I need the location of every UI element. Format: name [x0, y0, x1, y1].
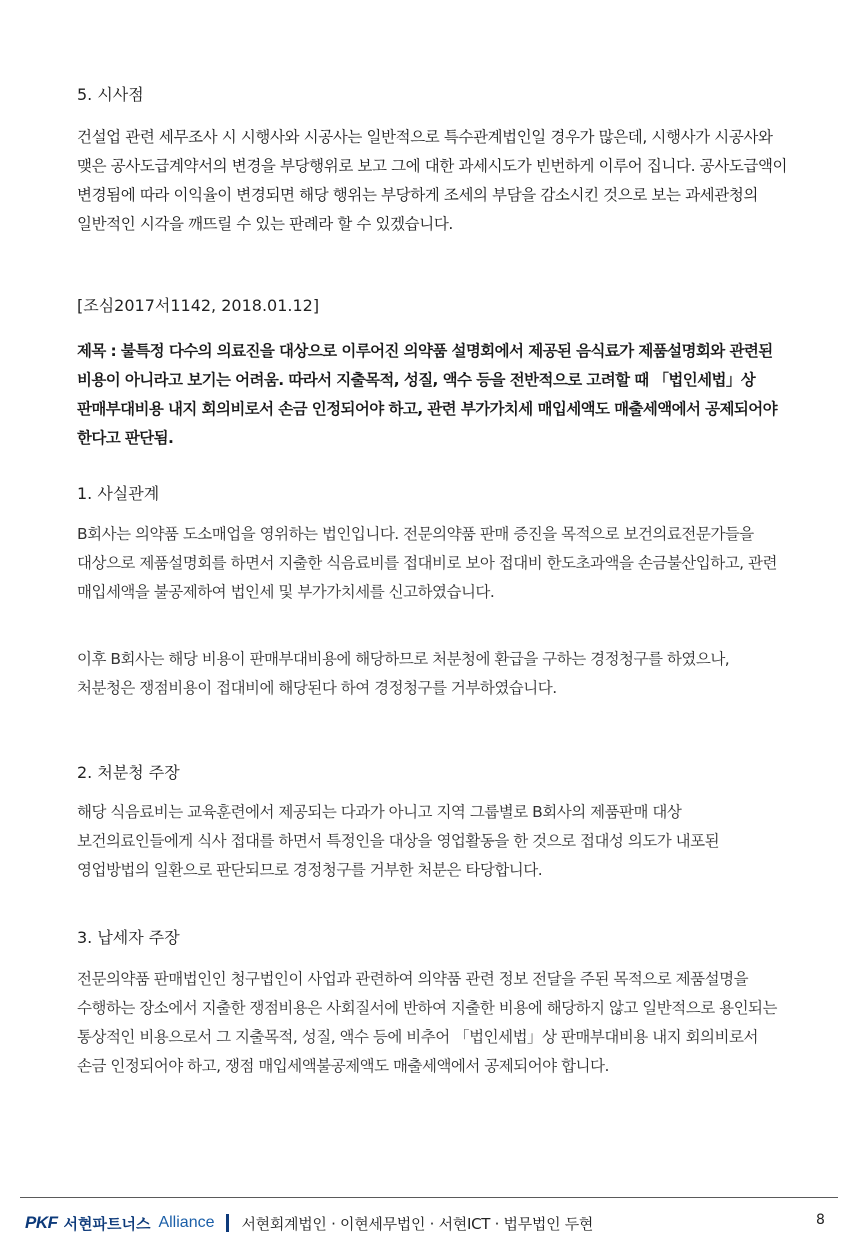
logo-alliance: Alliance [158, 1214, 215, 1231]
section5-paragraph: 건설업 관련 세무조사 시 시행사와 시공사는 일반적으로 특수관계법인일 경우가 많은데, 시행사가 시공사와 맺은 공사도급계약서의 변경을 부당행위로 보고 그에 대한 과세시도가 빈번하게 이루어 집니다. 공사도급액이 변경됨에 따라 이익율이 변경되면 해당 행위는 부당하게 조세의 부담을 감소시킨 것으로 보는 과세관청의 일반적인 시각을 깨뜨릴 수 있는 판례라 할 수 있겠습니다. [77, 128, 788, 233]
footer-separator [226, 1214, 229, 1232]
facts-paragraph-2: 이후 B회사는 해당 비용이 판매부대비용에 해당하므로 처분청에 환급을 구하는 경정청구를 하였으나, 처분청은 쟁점비용이 접대비에 해당된다 하여 경정청구를 거부하였습니다. [77, 650, 730, 697]
pkf-logo: PKF [25, 1213, 58, 1232]
facts-heading: 1. 사실관계 [77, 484, 160, 503]
authority-heading: 2. 처분청 주장 [77, 763, 180, 782]
page-number: 8 [816, 1212, 825, 1228]
footer-divider [20, 1197, 838, 1198]
footer [25, 1210, 593, 1236]
facts-paragraph-1: B회사는 의약품 도소매업을 영위하는 법인입니다. 전문의약품 판매 증진을 목적으로 보건의료전문가들을 대상으로 제품설명회를 하면서 지출한 식음료비를 접대비로 보아 접대비 한도초과액을 손금불산입하고, 관련 매입세액을 불공제하여 법인세 및 부가가치세를 신고하였습니다. [77, 525, 777, 601]
authority-paragraph: 해당 식음료비는 교육훈련에서 제공되는 다과가 아니고 지역 그룹별로 B회사의 제품판매 대상 보건의료인들에게 식사 접대를 하면서 특정인을 대상을 영업활동을 한 것으로 접대성 의도가 내포된 영업방법의 일환으로 판단되므로 경정청구를 거부한 처분은 타당합니다. [77, 803, 720, 879]
section5-heading: 5. 시사점 [77, 85, 144, 104]
case-title: 제목 : 불특정 다수의 의료진을 대상으로 이루어진 의약품 설명회에서 제공된 음식료가 제품설명회와 관련된 비용이 아니라고 보기는 어려움. 따라서 지출목적, 성질, 액수 등을 전반적으로 고려할 때 「법인세법」상 판매부대비용 내지 회의비로서 손금 인정되어야 하고, 관련 부가가치세 매입세액도 매출세액에서 공제되어야 한다고 판단됨. [77, 342, 778, 447]
taxpayer-paragraph: 전문의약품 판매법인인 청구법인이 사업과 관련하여 의약품 관련 정보 전달을 주된 목적으로 제품설명을 수행하는 장소에서 지출한 쟁점비용은 사회질서에 반하여 지출한 비용에 해당하지 않고 일반적으로 용인되는 통상적인 비용으로서 그 지출목적, 성질, 액수 등에 비추어 「법인세법」상 판매부대비용 내지 회의비로서 손금 인정되어야 하고, 쟁점 매입세액불공제액도 매출세액에서 공제되어야 합니다. [77, 970, 777, 1075]
case-reference: [조심2017서1142, 2018.01.12] [77, 296, 320, 315]
footer-firms: 서현회계법인 · 이현세무법인 · 서현ICT · 법무법인 두현 [241, 1214, 594, 1233]
taxpayer-heading: 3. 납세자 주장 [77, 928, 180, 947]
logo-name: 서현파트너스 [63, 1214, 151, 1233]
